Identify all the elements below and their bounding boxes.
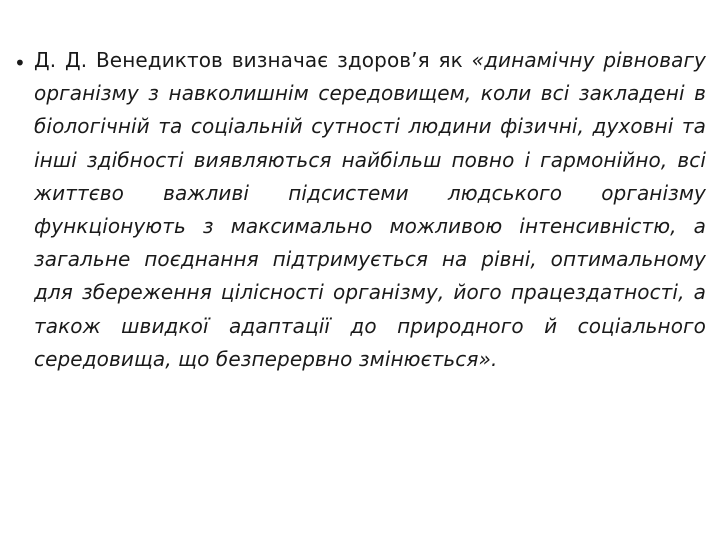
bullet-text-plain: Д. Д. Венедиктов визначає здоров’я як [34,48,472,72]
bullet-icon: • [14,51,26,75]
bullet-text-quote: «динамічну рівновагу організму з навколишнім середовищем, коли всі закладені в біологічній та соціальній сутності людини фізичні, духовні та інші здібності виявляються найбільш повно і гармонійно, всі життєво важливі підсистеми людського організму функціонують з максимально можливою інтенсивністю, а загальне поєднання підтримується на рівні, оптимальному для збереження цілісності організму, його працездатності, а також швидкої адаптації до природного й соціального середовища, що безперервно змінюється». [34,48,706,371]
bullet-text [34,44,706,376]
bullet-item [14,44,706,376]
